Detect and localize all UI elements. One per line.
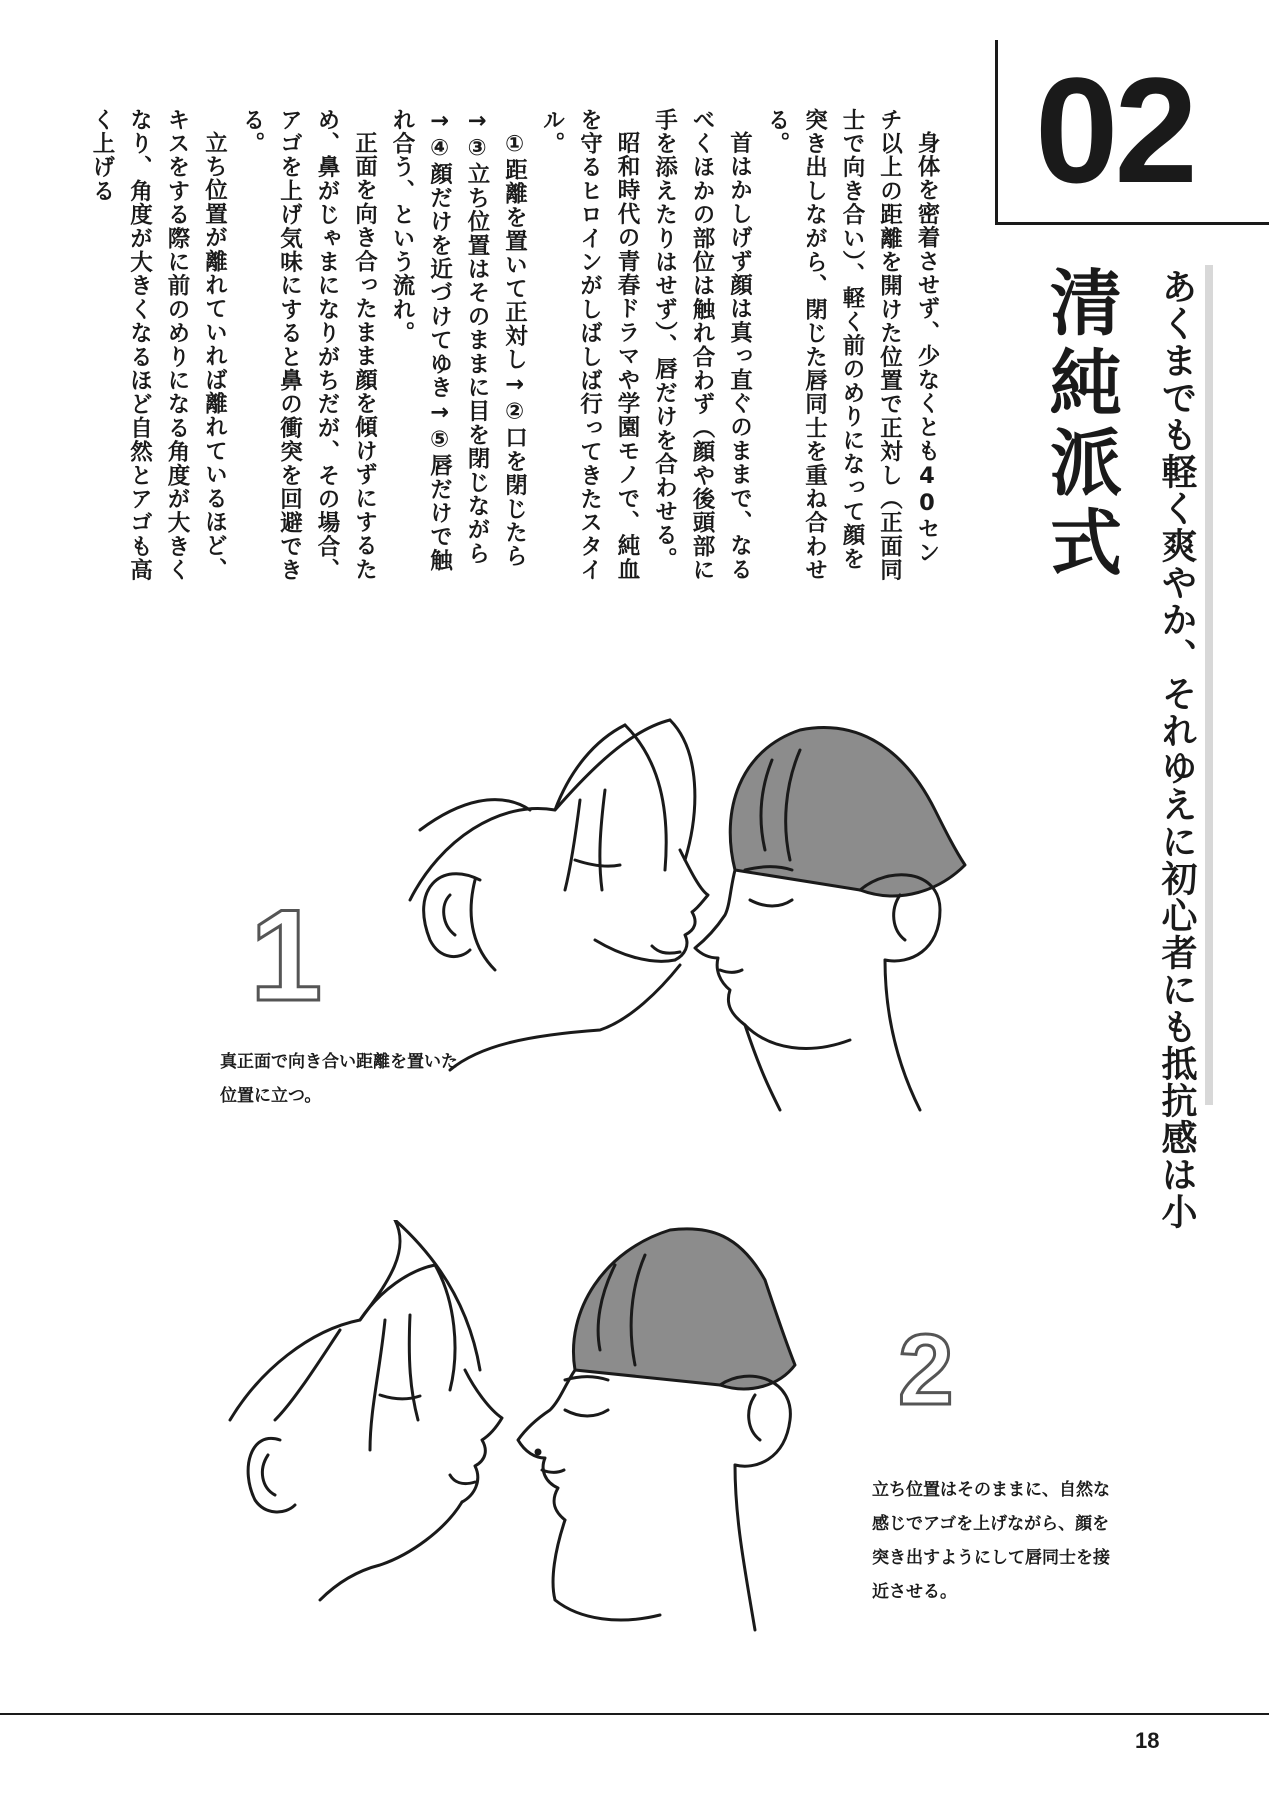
paragraph: 立ち位置が離れていれば離れているほど、キスをする際に前のめりになる角度が大きくなり、角度が大きくなるほど自然とアゴも高く上げる <box>89 108 228 582</box>
page-number: 18 <box>1135 1728 1160 1753</box>
subtitle-rule <box>1205 265 1213 1105</box>
step-caption-1: 真正面で向き合い距離を置いた位置に立つ。 <box>220 1052 458 1106</box>
illustration-step-2 <box>220 1220 840 1640</box>
paragraph: 正面を向き合ったまま顔を傾けずにするため、鼻がじゃまになりがちだが、その場合、アゴを上げ気味にすると鼻の衝突を回避できる。 <box>239 108 378 582</box>
chapter-title: 清純派式 <box>1038 265 1122 585</box>
paragraph: 身体を密着させず、少なくとも40センチ以上の距離を開けた位置で正対し（正面同士で向き合い）、軽く前のめりになって顔を突き出しながら、閉じた唇同士を重ね合わせる。 <box>764 108 940 582</box>
footer-rule <box>0 1713 1269 1715</box>
boy-profile-figure <box>695 728 965 1110</box>
step-caption-2: 立ち位置はそのままに、自然な感じでアゴを上げながら、顔を突き出すようにして唇同士を接近させる。 <box>872 1480 1110 1602</box>
step-number-1: 1 <box>250 882 323 1028</box>
boy-profile-figure <box>518 1229 795 1630</box>
body-text <box>89 108 945 583</box>
chapter-subtitle: あくまでも軽く爽やか、それゆえに初心者にも抵抗感は小 <box>1156 268 1197 1230</box>
paragraph: ①距離を置いて正対し→②口を閉じたら→③立ち位置はそのままに目を閉じながら→④顔だけを近づけてゆき→⑤唇だけで触れ合う、という流れ。 <box>389 108 528 573</box>
paragraph: 昭和時代の青春ドラマや学園モノで、純血を守るヒロインがしばしば行ってきたスタイル。 <box>539 108 640 582</box>
girl-profile-figure <box>410 720 708 1070</box>
girl-profile-figure <box>230 1220 502 1600</box>
step-number-2: 2 <box>898 1314 954 1426</box>
illustration-step-1 <box>380 690 1000 1120</box>
paragraph: 首はかしげず顔は真っ直ぐのままで、なるべくほかの部位は触れ合わず（顔や後頭部に手を添えたりはせず）、唇だけを合わせる。 <box>651 108 753 582</box>
chapter-number: 02 <box>1035 46 1194 214</box>
